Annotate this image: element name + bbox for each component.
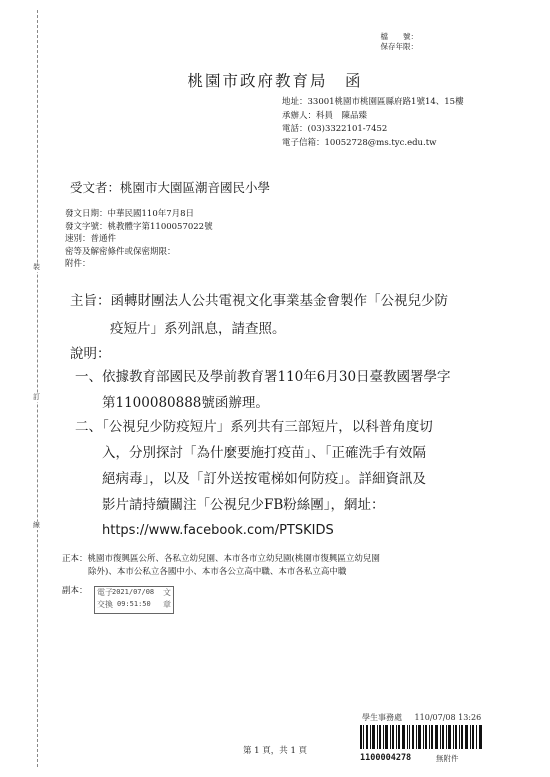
issue-number: 發文字號：桃教體字第1100057022號 (65, 221, 213, 232)
item-2-marker: 二、 (75, 419, 102, 435)
retention-label: 保存年限： (380, 42, 418, 51)
item-2-url: https://www.facebook.com/PTSKIDS (102, 523, 334, 538)
explanation-label: 說明： (70, 346, 111, 362)
issue-date: 發文日期：中華民國110年7月8日 (65, 209, 195, 219)
binding-line (37, 10, 38, 767)
subject-label: 主旨： (70, 293, 111, 309)
duplicate-copy-label: 副本： (62, 586, 88, 596)
stamp-bottom-right: 章 (163, 600, 171, 609)
subject-line-2: 疫短片」系列訊息，請查照。 (110, 321, 286, 337)
receipt-info (362, 712, 481, 723)
archive-info (381, 32, 419, 52)
file-number-label: 檔 號： (380, 32, 418, 41)
item-2-line-2: 入，分別探討「為什麼要施打疫苗」、「正確洗手有效隔 (102, 445, 426, 461)
stamp-top-right: 文 (163, 588, 171, 597)
document-meta (65, 208, 213, 271)
binding-char-zhuang: 裝 (33, 263, 40, 271)
receipt-office: 學生事務處 (362, 713, 402, 722)
handler: 承辦人：科員 陳品臻 (282, 110, 368, 121)
barcode-number: 1100004278 (360, 753, 412, 763)
stamp-top-left: 電子 (97, 588, 113, 597)
contact-block (282, 96, 482, 150)
phone: 電話：(03)3322101-7452 (282, 124, 388, 134)
document-title: 桃園市政府教育局 函 (187, 72, 363, 90)
item-2-line-1: 「公視兒少防疫短片」系列共有三部短片，以科普角度切 (102, 419, 433, 435)
recipient: 受文者：桃園市大園區潮音國民小學 (70, 180, 271, 195)
secrecy-level: 密等及解密條件或保密期限： (65, 246, 176, 257)
address: 地址：33001桃園市桃園區縣府路1號14、15樓 (282, 97, 464, 107)
binding-char-xian: 線 (33, 521, 40, 529)
item-2-line-3: 絕病毒」，以及「訂外送按電梯如何防疫」。詳細資訊及 (102, 471, 426, 487)
stamp-date: 2021/07/08 (112, 588, 155, 596)
binding-char-ding: 訂 (33, 393, 40, 401)
item-1-line-2: 第1100080888號函辦理。 (102, 395, 269, 411)
item-2-line-4: 影片請持續關注「公視兒少FB粉絲團」，網址： (102, 497, 385, 513)
subject-line-1: 函轉財團法人公共電視文化事業基金會製作「公視兒少防 (110, 293, 448, 309)
attachment-tag: 無附件 (436, 754, 459, 763)
explanation-item-1 (75, 364, 495, 416)
speed-class: 速別：普通件 (65, 234, 117, 244)
original-copy-label: 正本： (62, 554, 88, 564)
attachment: 附件： (65, 259, 91, 269)
item-1-marker: 一、 (75, 369, 102, 385)
page-number: 第 1 頁，共 1 頁 (242, 746, 308, 756)
receipt-datetime: 110/07/08 13:26 (414, 713, 482, 722)
original-copy-line-1: 桃園市復興區公所、各私立幼兒園、本市各市立幼兒園(桃園市復興區立幼兒園 (87, 554, 380, 564)
stamp-time: 09:51:50 (117, 600, 151, 608)
explanation-item-2 (75, 414, 505, 544)
original-copy-line-2: 除外)、本市公私立各國中小、本市各公立高中職、本市各私立高中職 (88, 566, 347, 577)
subject-section (70, 287, 490, 343)
stamp-bottom-left: 交換 (97, 600, 113, 609)
exchange-stamp (94, 586, 174, 614)
item-1-line-1: 依據教育部國民及學前教育署110年6月30日臺教國署學字 (102, 369, 451, 385)
email: 電子信箱：10052728@ms.tyc.edu.tw (282, 137, 437, 148)
